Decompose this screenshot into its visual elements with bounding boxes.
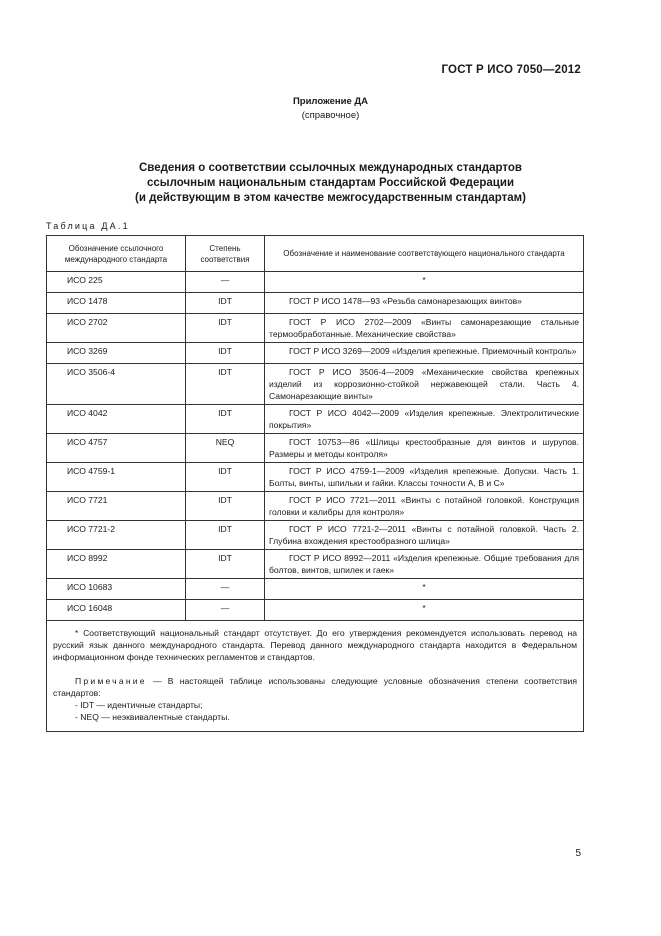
note-paragraph — [53, 675, 577, 699]
table-footer-row — [47, 621, 584, 732]
table-row — [47, 314, 584, 343]
national-cell: ГОСТ Р ИСО 7721-2—2011 «Винты с потайной головкой. Часть 2. Глубина вхождения крестообразного шлица» — [265, 521, 584, 550]
degree-cell: IDT — [186, 405, 265, 434]
iso-cell: ИСО 4042 — [47, 405, 186, 434]
table-row — [47, 272, 584, 293]
national-cell: ГОСТ 10753—86 «Шлицы крестообразные для винтов и шурупов. Размеры и методы контроля» — [265, 434, 584, 463]
degree-cell: — — [186, 272, 265, 293]
correspondence-table — [46, 235, 584, 732]
note-label: Примечание — [75, 676, 147, 686]
heading-line-1: Сведения о соответствии ссылочных международных стандартов — [138, 162, 522, 174]
iso-cell: ИСО 225 — [47, 272, 186, 293]
iso-cell: ИСО 8992 — [47, 550, 186, 579]
note-text: — В настоящей таблице использованы следующие условные обозначения степени соответствия стандартов: — [53, 676, 577, 698]
degree-cell: IDT — [186, 364, 265, 405]
table-row — [47, 293, 584, 314]
table-row — [47, 364, 584, 405]
appendix-subtitle: (справочное) — [301, 110, 360, 121]
national-cell: * — [265, 272, 584, 293]
national-cell: ГОСТ Р ИСО 3506-4—2009 «Механические свойства крепежных изделий из коррозионно-стойкой нержавеющей стали. Часть 4. Самонарезающие винты» — [265, 364, 584, 405]
degree-cell: NEQ — [186, 434, 265, 463]
appendix-block — [0, 95, 661, 123]
iso-cell: ИСО 3269 — [47, 343, 186, 364]
table-row — [47, 434, 584, 463]
national-cell: ГОСТ Р ИСО 8992—2011 «Изделия крепежные. Общие требования для болтов, винтов, шпилек и гаек» — [265, 550, 584, 579]
header-degree: Степень соответствия — [186, 236, 265, 272]
national-cell: ГОСТ Р ИСО 1478—93 «Резьба самонарезающих винтов» — [265, 293, 584, 314]
degree-cell: IDT — [186, 463, 265, 492]
national-cell: ГОСТ Р ИСО 4759-1—2009 «Изделия крепежные. Допуски. Часть 1. Болты, винты, шпильки и гайки. Классы точности А, В и С» — [265, 463, 584, 492]
note-item-neq: - NEQ — неэквивалентные стандарты. — [75, 712, 230, 722]
table-row — [47, 405, 584, 434]
degree-cell: IDT — [186, 550, 265, 579]
table-row — [47, 600, 584, 621]
national-cell: ГОСТ Р ИСО 2702—2009 «Винты самонарезающие стальные термообработанные. Механические свойства» — [265, 314, 584, 343]
iso-cell: ИСО 4757 — [47, 434, 186, 463]
table-row — [47, 492, 584, 521]
iso-cell: ИСО 10683 — [47, 579, 186, 600]
iso-cell: ИСО 3506-4 — [47, 364, 186, 405]
heading-line-3: (и действующим в этом качестве межгосударственным стандартам) — [135, 192, 526, 204]
table-footer-cell — [47, 621, 584, 732]
header-national-standard: Обозначение и наименование соответствующего национального стандарта — [265, 236, 584, 272]
header-iso-standard: Обозначение ссылочного международного стандарта — [47, 236, 186, 272]
table-row — [47, 521, 584, 550]
national-cell: ГОСТ Р ИСО 4042—2009 «Изделия крепежные. Электролитические покрытия» — [265, 405, 584, 434]
iso-cell: ИСО 7721 — [47, 492, 186, 521]
document-code: ГОСТ Р ИСО 7050—2012 — [441, 64, 581, 76]
degree-cell: IDT — [186, 492, 265, 521]
table-row — [47, 550, 584, 579]
section-heading — [0, 161, 661, 206]
iso-cell: ИСО 4759-1 — [47, 463, 186, 492]
national-cell: * — [265, 579, 584, 600]
table-row — [47, 579, 584, 600]
appendix-title: Приложение ДА — [292, 96, 369, 107]
national-cell: * — [265, 600, 584, 621]
heading-line-2: ссылочным национальным стандартам Российской Федерации — [146, 177, 515, 189]
iso-cell: ИСО 1478 — [47, 293, 186, 314]
degree-cell: IDT — [186, 343, 265, 364]
iso-cell: ИСО 7721-2 — [47, 521, 186, 550]
national-cell: ГОСТ Р ИСО 3269—2009 «Изделия крепежные. Приемочный контроль» — [265, 343, 584, 364]
iso-cell: ИСО 2702 — [47, 314, 186, 343]
degree-cell: IDT — [186, 293, 265, 314]
table-header-row — [47, 236, 584, 272]
degree-cell: — — [186, 600, 265, 621]
table-row — [47, 463, 584, 492]
table-row — [47, 343, 584, 364]
national-cell: ГОСТ Р ИСО 7721—2011 «Винты с потайной головкой. Конструкция головки и калибры для контроля» — [265, 492, 584, 521]
table-caption: Таблица ДА.1 — [46, 221, 130, 231]
degree-cell: IDT — [186, 314, 265, 343]
note-item-idt: - IDT — идентичные стандарты; — [75, 700, 203, 710]
page-number: 5 — [575, 848, 581, 859]
degree-cell: IDT — [186, 521, 265, 550]
degree-cell: — — [186, 579, 265, 600]
iso-cell: ИСО 16048 — [47, 600, 186, 621]
footnote-text: * Соответствующий национальный стандарт отсутствует. До его утверждения рекомендуется использовать перевод на русский язык данного международного стандарта. Перевод данного международного стандарта находится в Федеральном информационном фонде технических регламентов и стандартов. — [53, 628, 577, 662]
